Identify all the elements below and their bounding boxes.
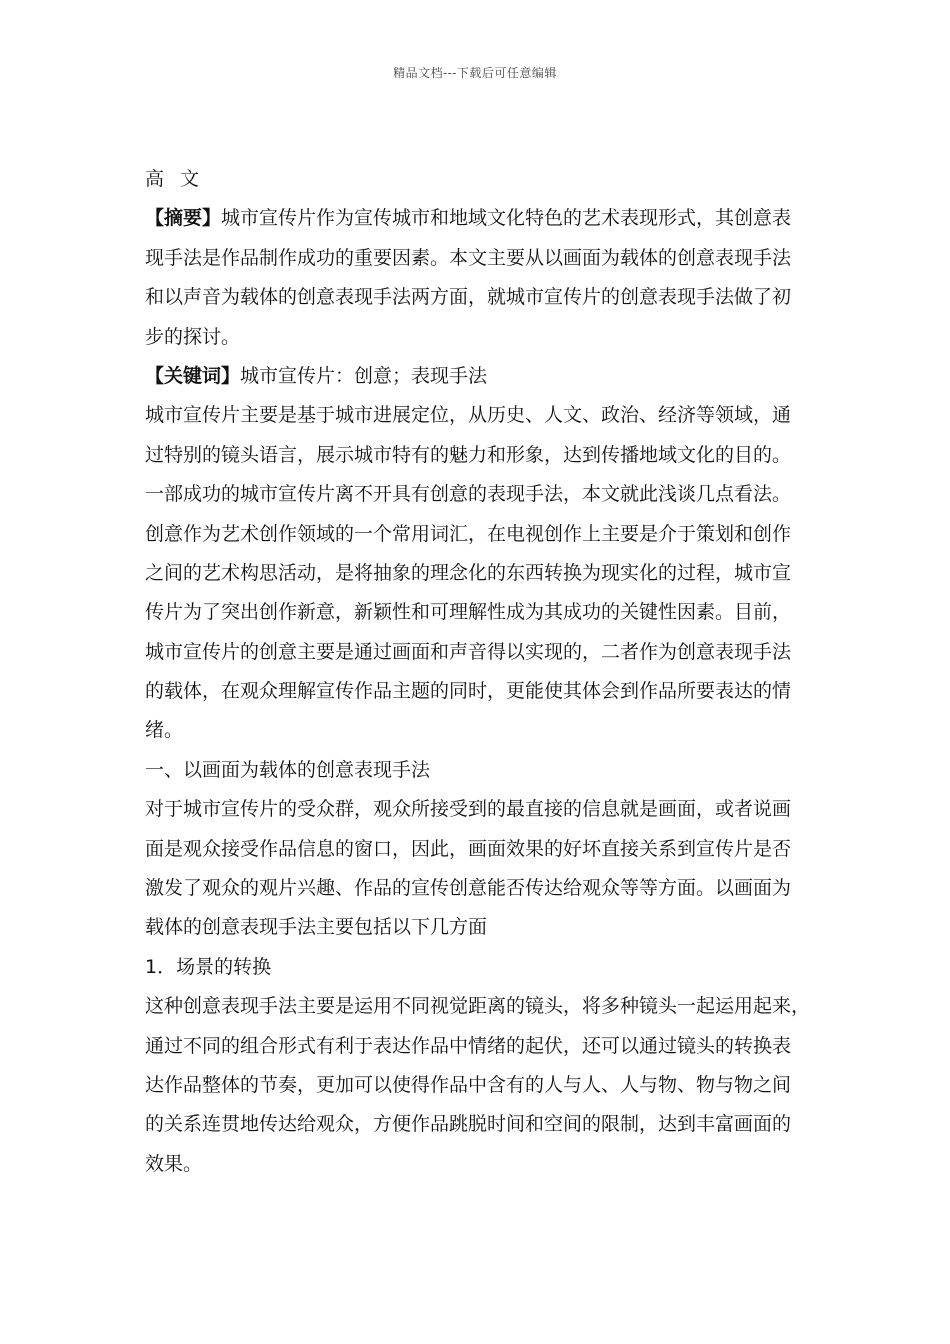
abstract-line bbox=[145, 199, 810, 238]
paragraph-line: 绪。 bbox=[145, 719, 184, 742]
keywords-line bbox=[145, 357, 810, 396]
keywords-text: 城市宣传片：创意；表现手法 bbox=[240, 364, 488, 387]
abstract-text: 城市宣传片作为宣传城市和地域文化特色的艺术表现形式，其创意表 bbox=[221, 207, 792, 230]
abstract-line: 步的探讨。 bbox=[145, 325, 241, 348]
paragraph-line: 城市宣传片的创意主要是通过画面和声音得以实现的，二者作为创意表现手法 bbox=[145, 640, 792, 663]
paragraph-line: 过特别的镜头语言，展示城市特有的魅力和形象，达到传播地域文化的目的。 bbox=[145, 443, 792, 466]
paragraph-line: 传片为了突出创作新意，新颖性和可理解性成为其成功的关键性因素。目前， bbox=[145, 601, 792, 624]
paragraph-line: 这种创意表现手法主要是运用不同视觉距离的镜头，将多种镜头一起运用起来， bbox=[145, 995, 811, 1018]
paragraph-line: 的载体，在观众理解宣传作品主题的同时，更能使其体会到作品所要表达的情 bbox=[145, 680, 792, 703]
paragraph-line: 达作品整体的节奏，更加可以使得作品中含有的人与人、人与物、物与物之间 bbox=[145, 1073, 792, 1096]
paragraph-line: 对于城市宣传片的受众群，观众所接受到的最直接的信息就是画面，或者说画 bbox=[145, 798, 792, 821]
section-heading: 一、以画面为载体的创意表现手法 bbox=[145, 758, 431, 781]
paragraph-line: 城市宣传片主要是基于城市进展定位，从历史、人文、政治、经济等领域，通 bbox=[145, 404, 792, 427]
keywords-label: 【关键词】 bbox=[145, 364, 241, 387]
paragraph-line: 面是观众接受作品信息的窗口，因此，画面效果的好坏直接关系到宣传片是否 bbox=[145, 837, 792, 860]
document-body bbox=[145, 160, 810, 1184]
paragraph-line: 载体的创意表现手法主要包括以下几方面 bbox=[145, 916, 488, 939]
paragraph-line: 激发了观众的观片兴趣、作品的宣传创意能否传达给观众等等方面。以画面为 bbox=[145, 877, 792, 900]
paragraph-line: 效果。 bbox=[145, 1152, 203, 1175]
author-name: 高文 bbox=[145, 168, 216, 190]
subsection-heading: 1．场景的转换 bbox=[145, 955, 272, 978]
page-header: 精品文档---下载后可任意编辑 bbox=[393, 66, 557, 80]
paragraph-line: 的关系连贯地传达给观众，方便作品跳脱时间和空间的限制，达到丰富画面的 bbox=[145, 1113, 792, 1136]
abstract-line: 和以声音为载体的创意表现手法两方面，就城市宣传片的创意表现手法做了初 bbox=[145, 286, 792, 309]
paragraph-line: 一部成功的城市宣传片离不开具有创意的表现手法，本文就此浅谈几点看法。 bbox=[145, 483, 792, 506]
abstract-line: 现手法是作品制作成功的重要因素。本文主要从以画面为载体的创意表现手法 bbox=[145, 246, 792, 269]
paragraph-line: 创意作为艺术创作领域的一个常用词汇，在电视创作上主要是介于策划和创作 bbox=[145, 522, 792, 545]
paragraph-line: 通过不同的组合形式有利于表达作品中情绪的起伏，还可以通过镜头的转换表 bbox=[145, 1034, 792, 1057]
paragraph-line: 之间的艺术构思活动，是将抽象的理念化的东西转换为现实化的过程，城市宣 bbox=[145, 561, 792, 584]
abstract-label: 【摘要】 bbox=[145, 207, 222, 230]
